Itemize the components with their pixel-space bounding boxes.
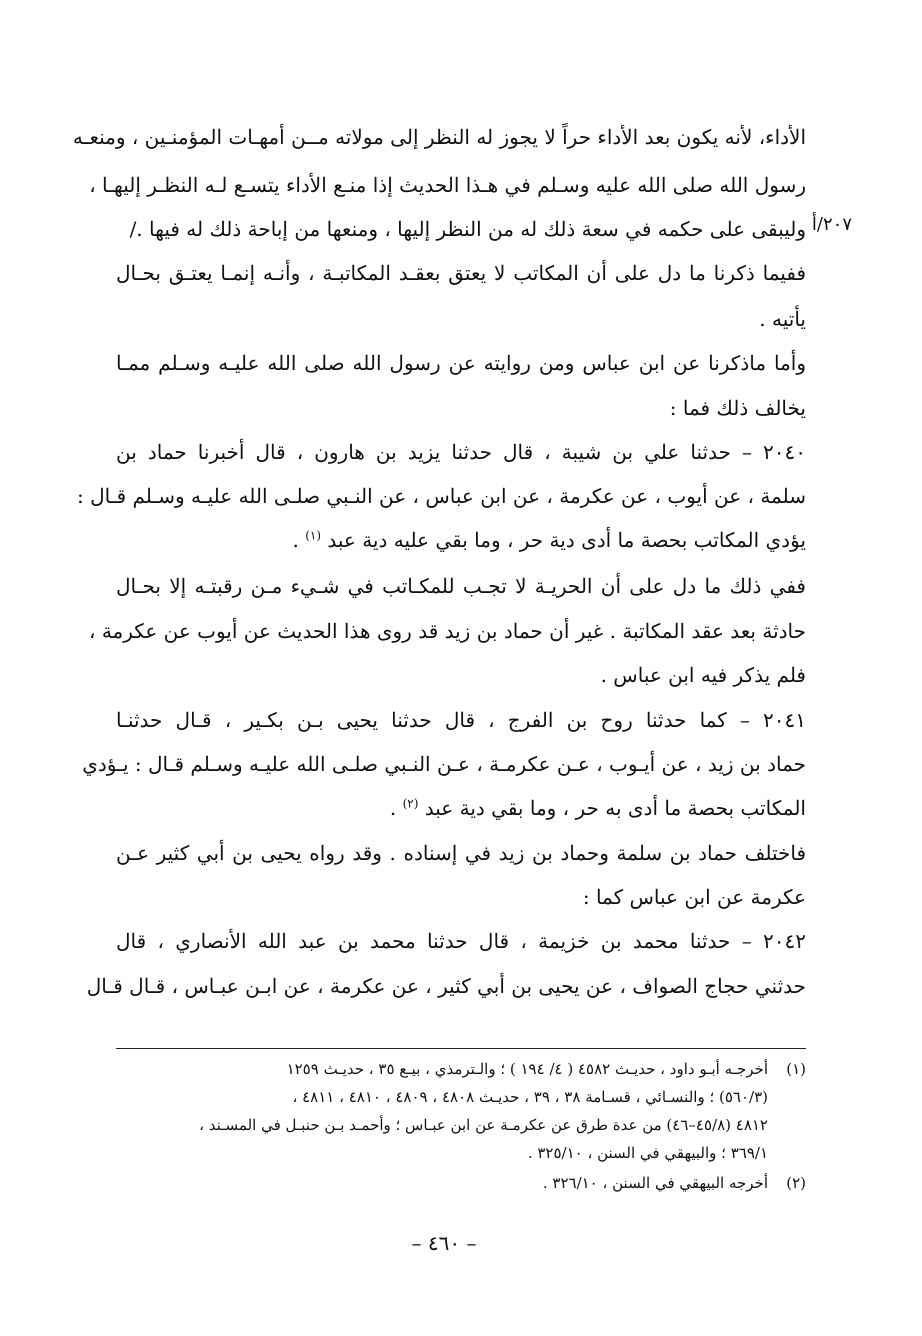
body-line-12: حادثة بعد عقد المكاتبة . غير أن حماد بن زيد قد روى هذا الحديث عن أيوب عن عكرمة ،: [89, 619, 806, 643]
body-line-13: فلم يذكر فيه ابن عباس .: [600, 663, 806, 687]
footnote-2-label: (٢): [786, 1174, 806, 1192]
body-line-7: يخالف ذلك فما :: [669, 396, 806, 420]
footnote-1-text-1: أخرجـه أبـو داود ، حديـث ٤٥٨٢ ( ٤/ ١٩٤ ) ؛ والـترمذي ، بيـع ٣٥ ، حديـث ١٢٥٩: [286, 1060, 768, 1078]
footnote-1-text-2: (٥٦٠/٣) ؛ والنسـائي ، قسـامة ٣٨ ، ٣٩ ، حديـث ٤٨٠٨ ، ٤٨٠٩ ، ٤٨١٠ ، ٤٨١١ ،: [292, 1088, 768, 1106]
footnote-1-text-3: ٤٨١٢ (٤٥/٨–٤٦) من عدة طرق عن عكرمـة عن ابن عبـاس ؛ وأحمـد بـن حنبـل في المسـند ،: [199, 1116, 768, 1134]
body-line-1: الأداء، لأنه يكون بعد الأداء حراً لا يجوز له النظر إلى مولاته مــن أمهـات المؤمنـين ، ومنعـه: [72, 125, 806, 149]
hadith-2040-line-1: ٢٠٤٠ – حدثنا علي بن شيبة ، قال حدثنا يزيد بن هارون ، قال أخبرنا حماد بن: [116, 440, 806, 464]
footnote-1-line-2: [116, 1085, 806, 1109]
hadith-2040-line-2: سلمة ، عن أيوب ، عن عكرمة ، عن ابن عباس ، عن النـبي صلـى الله عليـه وسـلم قـال :: [76, 484, 806, 508]
body-line-3: وليبقى على حكمه في سعة ذلك له من النظر إليها ، ومنعها من إباحة ذلك له فيها ./: [129, 217, 806, 241]
hadith-2041-text: المكاتب بحصة ما أدى به حر ، وما بقي دية عبد: [424, 796, 806, 820]
body-line-4: ففيما ذكرنا ما دل على أن المكاتب لا يعتق بعقـد المكاتبـة ، وأنـه إنمـا يعتـق بحـال: [116, 261, 806, 285]
footnote-2-line-1: [116, 1171, 806, 1195]
hadith-2042-line-2: حدثني حجاج الصواف ، عن يحيى بن أبي كثير ، عن عكرمة ، عن ابـن عبـاس ، قـال قـال: [86, 974, 806, 998]
page-number: – ٤٦٠ –: [411, 1231, 477, 1255]
hadith-2042-line-1: ٢٠٤٢ – حدثنا محمد بن خزيمة ، قال حدثنا محمد بن عبد الله الأنصاري ، قال: [116, 929, 806, 953]
hadith-2041-line-2: حماد بن زيد ، عن أيـوب ، عـن عكرمـة ، عـن النـبي صلـى الله عليـه وسـلم قـال : يـؤدي: [82, 752, 806, 776]
footnote-1-text-4: ٣٦٩/١ ؛ والبيهقي في السنن ، ٣٢٥/١٠ .: [527, 1144, 768, 1162]
body-line-2: رسول الله صلى الله عليه وسـلم في هـذا الحديث إذا منـع الأداء يتسـع لـه النظـر إليهـا ،: [89, 173, 806, 197]
hadith-2041-end: .: [389, 796, 397, 820]
body-line-17: فاختلف حماد بن سلمة وحماد بن زيد في إسناده . وقد رواه يحيى بن أبي كثير عـن: [116, 841, 806, 865]
footnote-1-label: (١): [786, 1060, 806, 1078]
body-line-5: يأتيه .: [759, 307, 806, 331]
manuscript-folio-note: ٢٠٧/أ: [811, 214, 852, 235]
hadith-2040-line-3: [116, 525, 806, 555]
footnote-separator: [116, 1048, 806, 1049]
hadith-2040-text: يؤدي المكاتب بحصة ما أدى دية حر ، وما بقي عليه دية عبد: [327, 528, 806, 552]
footnote-1-line-4: [116, 1141, 806, 1165]
footnote-ref-2: (٢): [402, 796, 419, 811]
hadith-2040-end: .: [292, 528, 299, 552]
body-line-11: ففي ذلك ما دل على أن الحريـة لا تجـب للمكـاتب في شـيء مـن رقبتـه إلا بحـال: [116, 574, 806, 598]
footnote-1-line-3: [116, 1113, 806, 1137]
footnote-2-text-1: أخرجه البيهقي في السنن ، ٣٢٦/١٠ .: [542, 1174, 768, 1192]
hadith-2041-line-3: [116, 793, 806, 823]
footnote-1-line-1: [116, 1057, 806, 1081]
body-line-6: وأما ماذكرنا عن ابن عباس ومن روايته عن رسول الله صلى الله عليـه وسـلم ممـا: [116, 351, 806, 375]
hadith-2041-line-1: ٢٠٤١ – كما حدثنا روح بن الفرج ، قال حدثنا يحيى بـن بكـير ، قـال حدثنـا: [116, 708, 806, 732]
body-line-18: عكرمة عن ابن عباس كما :: [582, 885, 806, 909]
footnote-ref-1: (١): [305, 528, 322, 543]
